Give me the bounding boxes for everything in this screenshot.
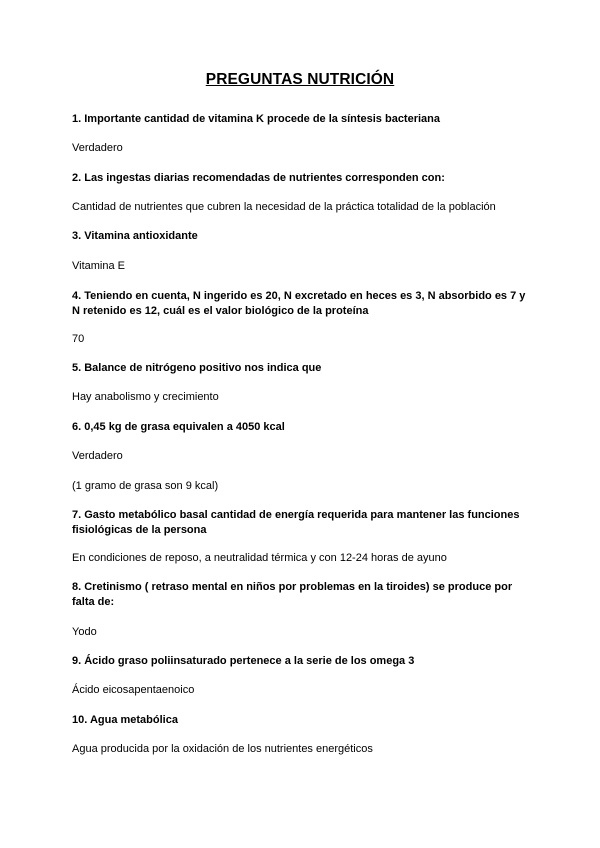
answer-6-note: (1 gramo de grasa son 9 kcal) [72,480,219,492]
page-title: PREGUNTAS NUTRICIÓN [205,71,395,88]
answer-9: Ácido eicosapentaenoico [72,684,195,696]
answer-2: Cantidad de nutrientes que cubren la necesidad de la práctica totalidad de la población [72,201,496,213]
question-3: 3. Vitamina antioxidante [72,230,198,242]
question-8: 8. Cretinismo ( retraso mental en niños por problemas en la tiroides) se produce por falta de: [72,581,513,608]
question-5: 5. Balance de nitrógeno positivo nos indica que [72,362,322,374]
answer-1: Verdadero [72,142,123,154]
answer-8: Yodo [72,626,97,638]
question-7: 7. Gasto metabólico basal cantidad de energía requerida para mantener las funciones fisiológicas de la persona [72,509,520,536]
answer-10: Agua producida por la oxidación de los nutrientes energéticos [72,743,373,755]
question-1: 1. Importante cantidad de vitamina K procede de la síntesis bacteriana [72,113,441,125]
answer-4: 70 [72,333,85,345]
question-4: 4. Teniendo en cuenta, N ingerido es 20, N excretado en heces es 3, N absorbido es 7 y N retenido es 12, cuál es el valor biológico de la proteína [72,290,526,317]
answer-3: Vitamina E [72,260,125,272]
question-6: 6. 0,45 kg de grasa equivalen a 4050 kcal [72,421,285,433]
question-9: 9. Ácido graso poliinsaturado pertenece a la serie de los omega 3 [72,655,415,667]
answer-6: Verdadero [72,450,123,462]
question-2: 2. Las ingestas diarias recomendadas de nutrientes corresponden con: [72,172,445,184]
question-10: 10. Agua metabólica [72,714,178,726]
answer-7: En condiciones de reposo, a neutralidad térmica y con 12-24 horas de ayuno [72,552,447,564]
answer-5: Hay anabolismo y crecimiento [72,391,219,403]
